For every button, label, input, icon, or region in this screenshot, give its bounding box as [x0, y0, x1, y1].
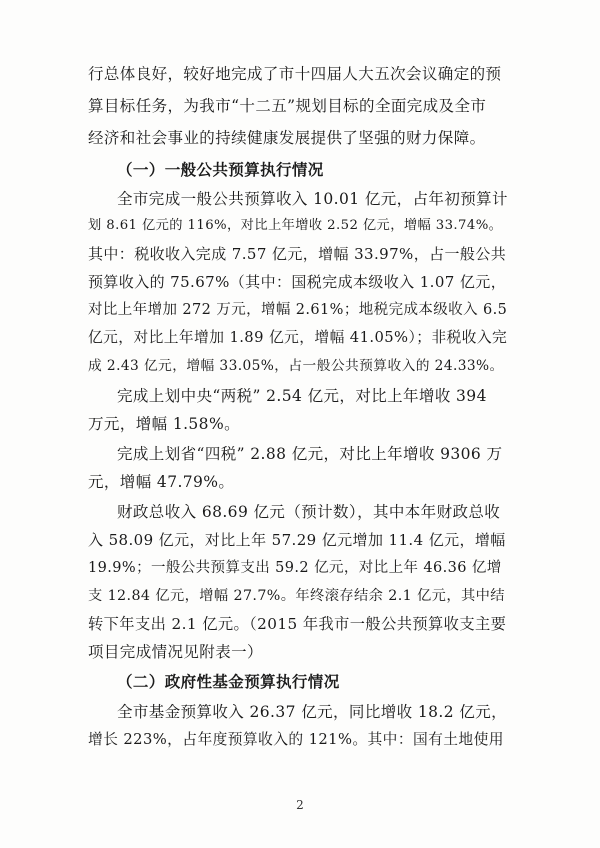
body-line: 其中：税收收入完成 7.57 亿元，增幅 33.97%，占一般公共	[88, 245, 507, 263]
page-number: 2	[296, 798, 304, 812]
body-line: 万元，增幅 1.58%。	[88, 415, 240, 433]
body-line: 对比上年增加 272 万元，增幅 2.61%；地税完成本级收入 6.5	[88, 302, 508, 318]
body-line: 算目标任务，为我市“十二五”规划目标的全面完成及全市	[88, 97, 487, 115]
body-line: 入 58.09 亿元，对比上年 57.29 亿元增加 11.4 亿元，增幅	[88, 531, 506, 549]
body-line: 19.9%；一般公共预算支出 59.2 亿元，对比上年 46.36 亿增	[88, 560, 502, 576]
body-line: 财政总收入 68.69 亿元（预计数），其中本年财政总收	[117, 503, 501, 521]
body-line: 完成上划中央“两税” 2.54 亿元，对比上年增收 394	[117, 387, 487, 405]
body-line: 全市完成一般公共预算收入 10.01 亿元，占年初预算计	[117, 190, 508, 208]
section-heading-general-budget: （一）一般公共预算执行情况	[117, 160, 324, 179]
body-line: 亿元，对比上年增加 1.89 亿元，增幅 41.05%）；非税收入完	[88, 329, 508, 346]
body-line: 全市基金预算收入 26.37 亿元，同比增收 18.2 亿元，	[117, 703, 507, 721]
body-line: 转下年支出 2.1 亿元。（2015 年我市一般公共预算收支主要	[88, 615, 507, 633]
body-line: 元，增幅 47.79%。	[88, 473, 235, 491]
body-line: 项目完成情况见附表一）	[88, 643, 263, 661]
body-line: 增长 223%，占年度预算收入的 121%。其中：国有土地使用	[88, 731, 504, 748]
body-line: 支 12.84 亿元，增幅 27.7%。年终滚存结余 2.1 亿元，其中结	[88, 588, 505, 604]
body-line: 划 8.61 亿元的 116%，对比上年增收 2.52 亿元，增幅 33.74%。	[88, 218, 503, 233]
body-line: 完成上划省“四税” 2.88 亿元，对比上年增收 9306 万	[117, 445, 503, 463]
section-heading-fund-budget: （二）政府性基金预算执行情况	[117, 672, 340, 691]
body-line: 预算收入的 75.67%（其中：国税完成本级收入 1.07 亿元，	[88, 273, 507, 291]
body-line: 经济和社会事业的持续健康发展提供了坚强的财力保障。	[88, 129, 486, 147]
body-line: 行总体良好，较好地完成了市十四届人大五次会议确定的预	[88, 65, 502, 83]
body-line: 成 2.43 亿元，增幅 33.05%，占一般公共预算收入的 24.33%。	[88, 358, 504, 374]
